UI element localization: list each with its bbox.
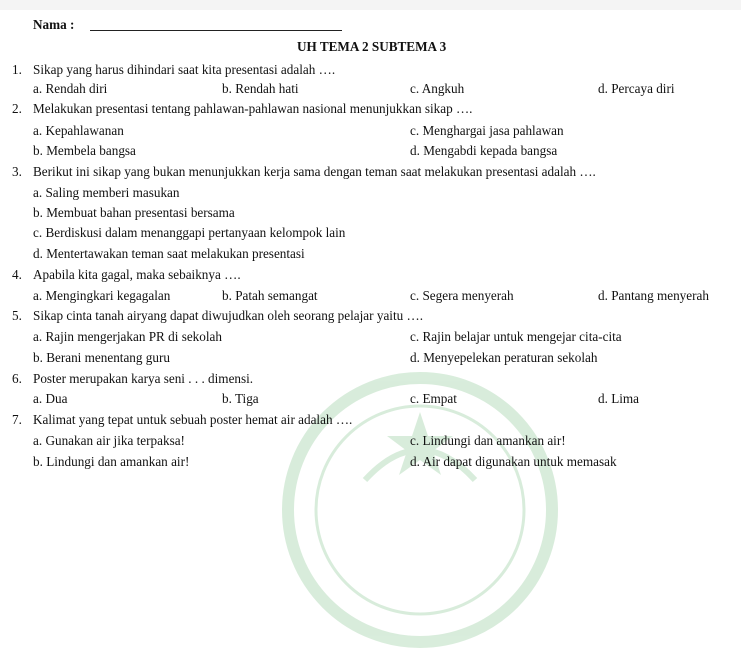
option-a[interactable]: a. Rajin mengerjakan PR di sekolah <box>33 329 222 344</box>
option-b[interactable]: b. Tiga <box>222 391 259 406</box>
option-d[interactable]: d. Percaya diri <box>598 81 675 96</box>
question-text: Melakukan presentasi tentang pahlawan-pahlawan nasional menunjukkan sikap …. <box>33 101 473 116</box>
top-edge <box>0 0 741 10</box>
option-d[interactable]: d. Menyepelekan peraturan sekolah <box>410 350 598 365</box>
option-b[interactable]: b. Patah semangat <box>222 288 318 303</box>
question-text: Sikap yang harus dihindari saat kita presentasi adalah …. <box>33 62 336 77</box>
option-d[interactable]: d. Mengabdi kepada bangsa <box>410 143 558 158</box>
option-b[interactable]: b. Rendah hati <box>222 81 299 96</box>
option-c[interactable]: c. Berdiskusi dalam menanggapi pertanyaan kelompok lain <box>33 225 346 240</box>
option-b[interactable]: b. Membela bangsa <box>33 143 136 158</box>
question-text: Sikap cinta tanah airyang dapat diwujudkan oleh seorang pelajar yaitu …. <box>33 308 424 323</box>
question-number: 1. <box>12 62 22 77</box>
option-a[interactable]: a. Rendah diri <box>33 81 108 96</box>
question-number: 3. <box>12 164 22 179</box>
question-number: 4. <box>12 267 22 282</box>
question-text: Berikut ini sikap yang bukan menunjukkan kerja sama dengan teman saat melakukan presentasi adalah …. <box>33 164 596 179</box>
question-number: 7. <box>12 412 22 427</box>
option-d[interactable]: d. Mentertawakan teman saat melakukan presentasi <box>33 246 305 261</box>
option-c[interactable]: c. Empat <box>410 391 457 406</box>
name-blank-line[interactable] <box>90 30 342 31</box>
option-d[interactable]: d. Lima <box>598 391 640 406</box>
option-a[interactable]: a. Gunakan air jika terpaksa! <box>33 433 185 448</box>
option-d[interactable]: d. Air dapat digunakan untuk memasak <box>410 454 617 469</box>
question-number: 5. <box>12 308 22 323</box>
name-label: Nama : <box>33 17 75 32</box>
page-title: UH TEMA 2 SUBTEMA 3 <box>297 39 447 54</box>
option-a[interactable]: a. Kepahlawanan <box>33 123 124 138</box>
question-text: Kalimat yang tepat untuk sebuah poster hemat air adalah …. <box>33 412 353 427</box>
question-number: 6. <box>12 371 22 386</box>
option-b[interactable]: b. Membuat bahan presentasi bersama <box>33 205 235 220</box>
option-a[interactable]: a. Dua <box>33 391 68 406</box>
option-b[interactable]: b. Berani menentang guru <box>33 350 170 365</box>
option-c[interactable]: c. Angkuh <box>410 81 465 96</box>
option-c[interactable]: c. Rajin belajar untuk mengejar cita-cita <box>410 329 622 344</box>
option-a[interactable]: a. Saling memberi masukan <box>33 185 180 200</box>
option-d[interactable]: d. Pantang menyerah <box>598 288 709 303</box>
question-text: Poster merupakan karya seni . . . dimensi. <box>33 371 254 386</box>
question-text: Apabila kita gagal, maka sebaiknya …. <box>33 267 241 282</box>
option-a[interactable]: a. Mengingkari kegagalan <box>33 288 171 303</box>
option-c[interactable]: c. Segera menyerah <box>410 288 514 303</box>
option-b[interactable]: b. Lindungi dan amankan air! <box>33 454 190 469</box>
option-c[interactable]: c. Lindungi dan amankan air! <box>410 433 566 448</box>
question-number: 2. <box>12 101 22 116</box>
option-c[interactable]: c. Menghargai jasa pahlawan <box>410 123 564 138</box>
